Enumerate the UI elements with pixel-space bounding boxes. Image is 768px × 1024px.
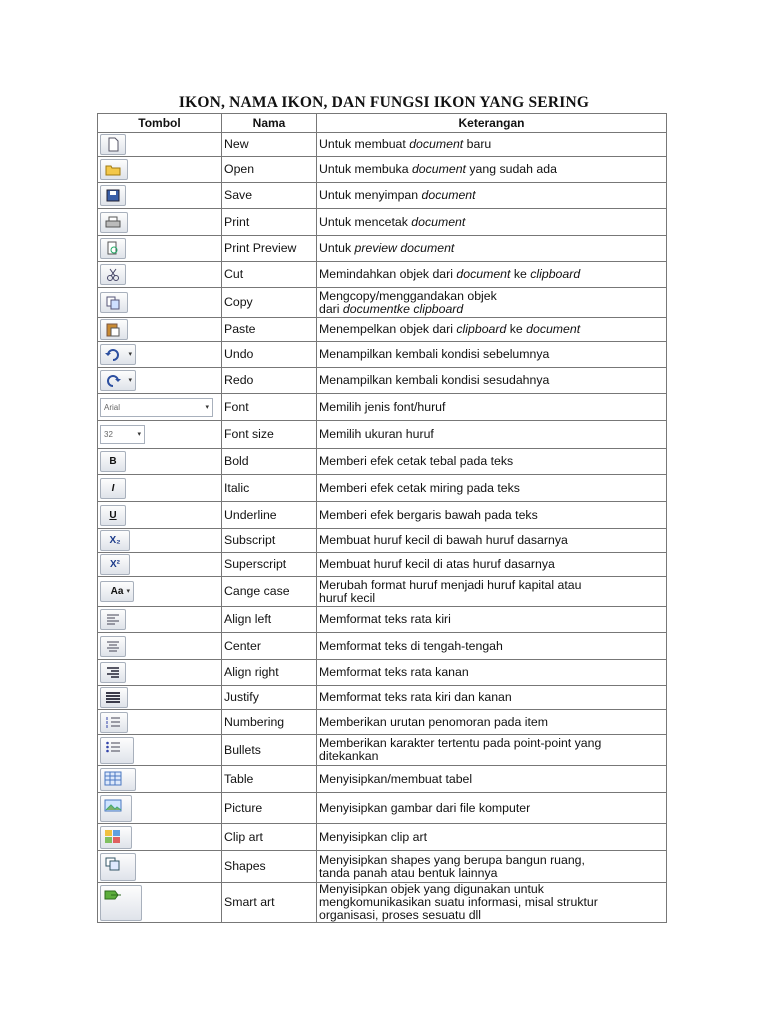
chevron-down-icon: ▾ bbox=[137, 431, 141, 438]
nama-cell: Font size bbox=[222, 421, 317, 449]
nama-cell: Italic bbox=[222, 475, 317, 502]
table-row bbox=[98, 851, 667, 883]
justify-icon bbox=[100, 687, 128, 708]
tombol-cell bbox=[98, 133, 222, 157]
combo-value: Arial bbox=[104, 402, 121, 412]
nama-cell: Numbering bbox=[222, 710, 317, 735]
numbering-icon bbox=[100, 712, 128, 733]
keterangan-cell: Untuk preview document bbox=[317, 236, 667, 262]
keterangan-cell: Memberikan urutan penomoran pada item bbox=[317, 710, 667, 735]
nama-cell: Smart art bbox=[222, 883, 317, 923]
keterangan-cell: Menampilkan kembali kondisi sebelumnya bbox=[317, 342, 667, 368]
table-row bbox=[98, 475, 667, 502]
table-row bbox=[98, 553, 667, 577]
icon-table-container bbox=[97, 113, 667, 931]
table-header-row bbox=[98, 114, 667, 133]
table-row bbox=[98, 710, 667, 735]
nama-cell: Undo bbox=[222, 342, 317, 368]
table-icon bbox=[100, 768, 136, 791]
keterangan-cell: Menyisipkan/membuat tabel bbox=[317, 766, 667, 793]
combo-value: 32 bbox=[104, 430, 113, 439]
tombol-cell bbox=[98, 577, 222, 607]
table-row bbox=[98, 660, 667, 686]
change-case-icon: Aa ▾ bbox=[100, 581, 134, 602]
chevron-down-icon: ▾ bbox=[128, 351, 132, 358]
undo-arrow-icon bbox=[100, 344, 136, 365]
tombol-cell bbox=[98, 288, 222, 318]
keterangan-cell: Menyisipkan shapes yang berupa bangun ruang, tanda panah atau bentuk lainnya bbox=[317, 851, 667, 883]
keterangan-cell: Memformat teks rata kiri bbox=[317, 607, 667, 633]
keterangan-cell: Menyisipkan clip art bbox=[317, 824, 667, 851]
keterangan-cell: Memilih jenis font/huruf bbox=[317, 394, 667, 421]
font-size-combo bbox=[100, 425, 145, 444]
bullets-icon bbox=[100, 737, 134, 764]
clip-art-icon bbox=[100, 826, 132, 849]
chevron-down-icon: ▾ bbox=[128, 377, 132, 384]
scissors-icon bbox=[100, 264, 126, 285]
nama-cell: Open bbox=[222, 157, 317, 183]
font-name-combo bbox=[100, 398, 213, 417]
keterangan-cell: Memberi efek bergaris bawah pada teks bbox=[317, 502, 667, 529]
tombol-cell bbox=[98, 883, 222, 923]
tombol-cell bbox=[98, 735, 222, 766]
save-disk-icon bbox=[100, 185, 126, 206]
table-row bbox=[98, 607, 667, 633]
table-row bbox=[98, 766, 667, 793]
nama-cell: Superscript bbox=[222, 553, 317, 577]
align-center-icon bbox=[100, 636, 126, 657]
table-row bbox=[98, 633, 667, 660]
keterangan-cell: Memilih ukuran huruf bbox=[317, 421, 667, 449]
table-row bbox=[98, 236, 667, 262]
underline-icon: U bbox=[100, 505, 126, 526]
table-row bbox=[98, 133, 667, 157]
tombol-cell bbox=[98, 394, 222, 421]
page-title: IKON, NAMA IKON, DAN FUNGSI IKON YANG SERING bbox=[178, 94, 590, 111]
align-left-icon bbox=[100, 609, 126, 630]
keterangan-cell: Menyisipkan objek yang digunakan untuk mengkomunikasikan suatu informasi, misal struktur organisasi, proses sesuatu dll bbox=[317, 883, 667, 923]
nama-cell: Table bbox=[222, 766, 317, 793]
keterangan-cell: Memformat teks rata kanan bbox=[317, 660, 667, 686]
keterangan-cell: Memformat teks rata kiri dan kanan bbox=[317, 686, 667, 710]
keterangan-cell: Membuat huruf kecil di bawah huruf dasarnya bbox=[317, 529, 667, 553]
align-right-icon bbox=[100, 662, 126, 683]
header-nama: Nama bbox=[222, 114, 317, 133]
copy-icon bbox=[100, 292, 128, 313]
nama-cell: Clip art bbox=[222, 824, 317, 851]
bold-icon: B bbox=[100, 451, 126, 472]
tombol-cell bbox=[98, 183, 222, 209]
nama-cell: Center bbox=[222, 633, 317, 660]
keterangan-cell: Untuk mencetak document bbox=[317, 209, 667, 236]
superscript-icon: X² bbox=[100, 554, 130, 575]
tombol-cell bbox=[98, 209, 222, 236]
chevron-down-icon: ▾ bbox=[126, 588, 130, 595]
nama-cell: New bbox=[222, 133, 317, 157]
table-row bbox=[98, 157, 667, 183]
tombol-cell bbox=[98, 157, 222, 183]
tombol-cell bbox=[98, 421, 222, 449]
table-row bbox=[98, 883, 667, 923]
table-row bbox=[98, 368, 667, 394]
table-row bbox=[98, 735, 667, 766]
nama-cell: Cange case bbox=[222, 577, 317, 607]
keterangan-cell: Menempelkan objek dari clipboard ke document bbox=[317, 318, 667, 342]
tombol-cell bbox=[98, 710, 222, 735]
tombol-cell bbox=[98, 766, 222, 793]
keterangan-cell: Memberi efek cetak miring pada teks bbox=[317, 475, 667, 502]
tombol-cell bbox=[98, 851, 222, 883]
table-row bbox=[98, 209, 667, 236]
nama-cell: Underline bbox=[222, 502, 317, 529]
nama-cell: Justify bbox=[222, 686, 317, 710]
keterangan-cell: Untuk membuka document yang sudah ada bbox=[317, 157, 667, 183]
keterangan-cell: Merubah format huruf menjadi huruf kapital atau huruf kecil bbox=[317, 577, 667, 607]
paste-clipboard-icon bbox=[100, 319, 128, 340]
table-row bbox=[98, 449, 667, 475]
print-preview-icon bbox=[100, 238, 126, 259]
table-row bbox=[98, 793, 667, 824]
table-row bbox=[98, 529, 667, 553]
keterangan-cell: Memberi efek cetak tebal pada teks bbox=[317, 449, 667, 475]
nama-cell: Print bbox=[222, 209, 317, 236]
tombol-cell bbox=[98, 824, 222, 851]
tombol-cell bbox=[98, 502, 222, 529]
nama-cell: Print Preview bbox=[222, 236, 317, 262]
tombol-cell bbox=[98, 686, 222, 710]
tombol-cell bbox=[98, 368, 222, 394]
tombol-cell bbox=[98, 607, 222, 633]
table-row bbox=[98, 421, 667, 449]
tombol-cell bbox=[98, 633, 222, 660]
italic-icon: I bbox=[100, 478, 126, 499]
tombol-cell bbox=[98, 318, 222, 342]
table-row bbox=[98, 183, 667, 209]
keterangan-cell: Memindahkan objek dari document ke clipboard bbox=[317, 262, 667, 288]
open-folder-icon bbox=[100, 159, 128, 180]
nama-cell: Shapes bbox=[222, 851, 317, 883]
subscript-icon: X₂ bbox=[100, 530, 130, 551]
header-keterangan: Keterangan bbox=[317, 114, 667, 133]
tombol-cell bbox=[98, 529, 222, 553]
nama-cell: Bold bbox=[222, 449, 317, 475]
table-row bbox=[98, 686, 667, 710]
nama-cell: Copy bbox=[222, 288, 317, 318]
nama-cell: Align right bbox=[222, 660, 317, 686]
keterangan-cell: Menyisipkan gambar dari file komputer bbox=[317, 793, 667, 824]
nama-cell: Cut bbox=[222, 262, 317, 288]
table-row bbox=[98, 288, 667, 318]
keterangan-cell: Mengcopy/menggandakan objek dari documentke clipboard bbox=[317, 288, 667, 318]
tombol-cell bbox=[98, 236, 222, 262]
tombol-cell bbox=[98, 793, 222, 824]
nama-cell: Save bbox=[222, 183, 317, 209]
printer-icon bbox=[100, 212, 128, 233]
nama-cell: Subscript bbox=[222, 529, 317, 553]
nama-cell: Font bbox=[222, 394, 317, 421]
tombol-cell bbox=[98, 475, 222, 502]
table-row bbox=[98, 342, 667, 368]
keterangan-cell: Untuk menyimpan document bbox=[317, 183, 667, 209]
nama-cell: Paste bbox=[222, 318, 317, 342]
keterangan-cell: Memformat teks di tengah-tengah bbox=[317, 633, 667, 660]
shapes-icon bbox=[100, 853, 136, 881]
nama-cell: Redo bbox=[222, 368, 317, 394]
keterangan-cell: Memberikan karakter tertentu pada point-point yang ditekankan bbox=[317, 735, 667, 766]
chevron-down-icon: ▾ bbox=[205, 403, 209, 411]
nama-cell: Picture bbox=[222, 793, 317, 824]
table-row bbox=[98, 318, 667, 342]
tombol-cell bbox=[98, 553, 222, 577]
nama-cell: Align left bbox=[222, 607, 317, 633]
nama-cell: Bullets bbox=[222, 735, 317, 766]
tombol-cell bbox=[98, 342, 222, 368]
icon-table bbox=[97, 113, 667, 923]
redo-arrow-icon bbox=[100, 370, 136, 391]
tombol-cell bbox=[98, 262, 222, 288]
picture-icon bbox=[100, 795, 132, 822]
keterangan-cell: Membuat huruf kecil di atas huruf dasarnya bbox=[317, 553, 667, 577]
table-row bbox=[98, 502, 667, 529]
header-tombol: Tombol bbox=[98, 114, 222, 133]
table-row bbox=[98, 824, 667, 851]
smart-art-icon bbox=[100, 885, 142, 921]
table-row bbox=[98, 577, 667, 607]
keterangan-cell: Untuk membuat document baru bbox=[317, 133, 667, 157]
table-row bbox=[98, 394, 667, 421]
tombol-cell bbox=[98, 449, 222, 475]
tombol-cell bbox=[98, 660, 222, 686]
keterangan-cell: Menampilkan kembali kondisi sesudahnya bbox=[317, 368, 667, 394]
table-row bbox=[98, 262, 667, 288]
new-document-icon bbox=[100, 134, 126, 155]
